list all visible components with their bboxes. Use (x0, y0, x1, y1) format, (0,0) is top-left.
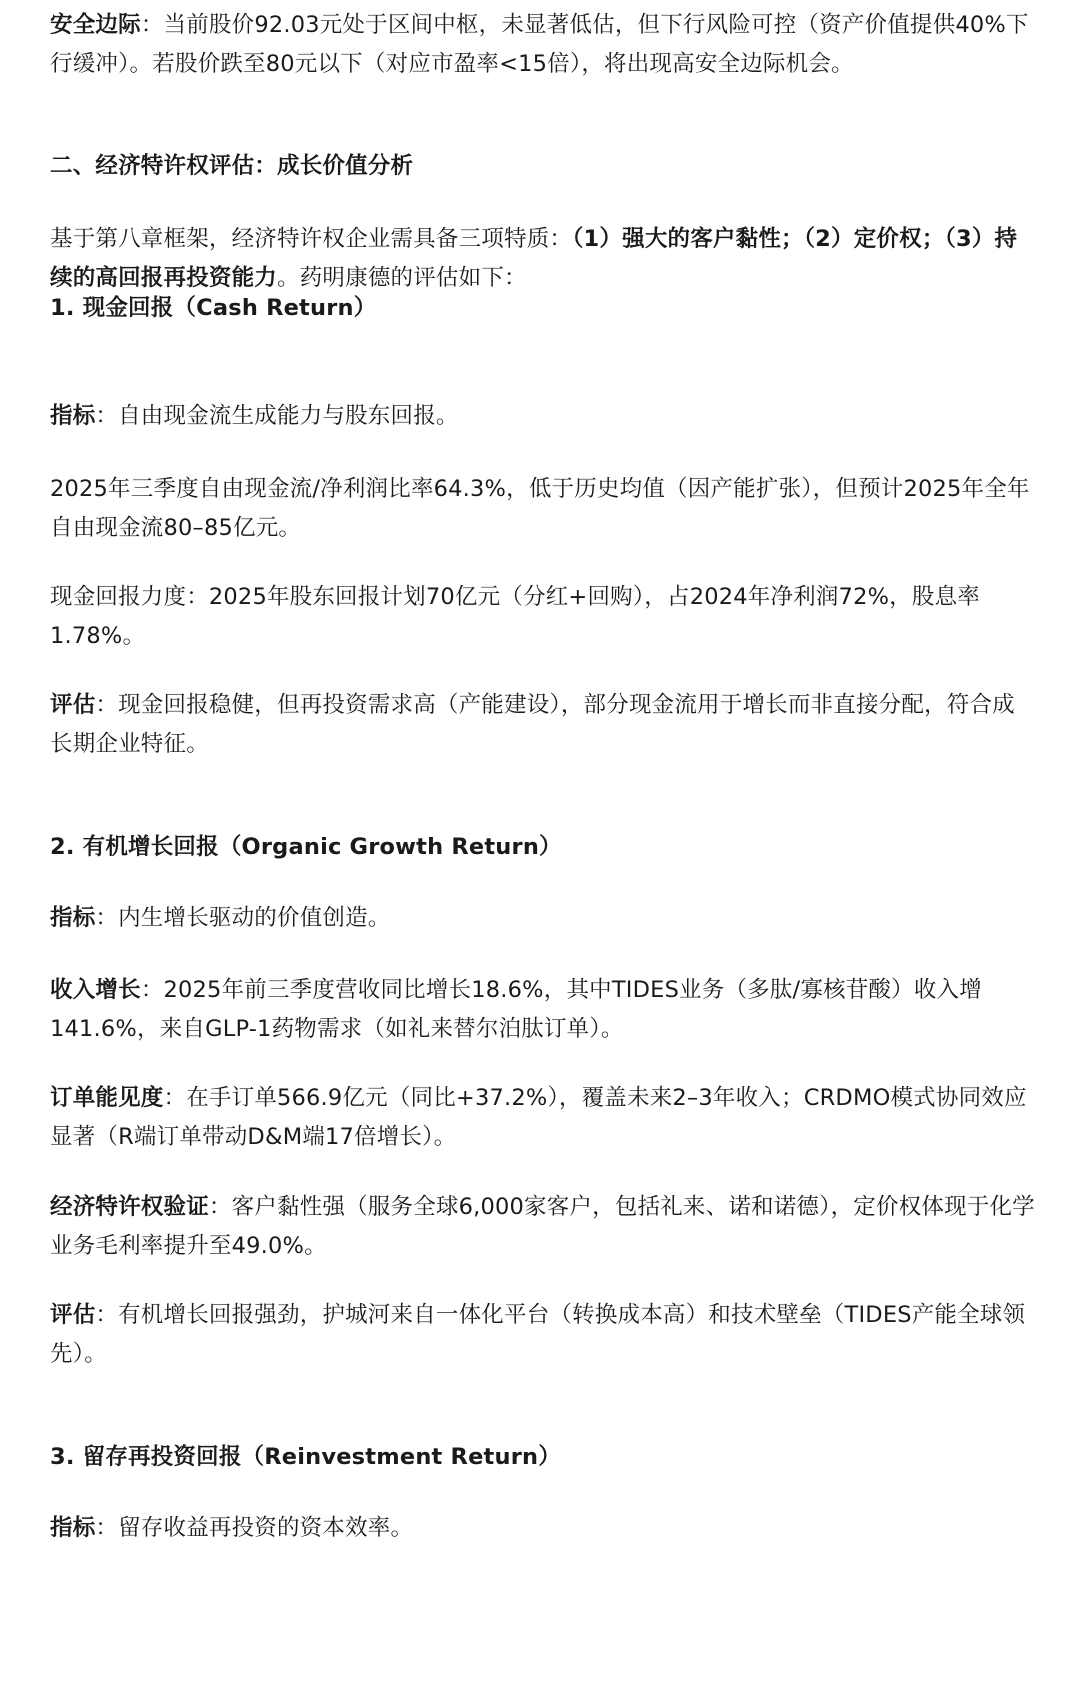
paragraph-label: 指标 (50, 905, 96, 931)
paragraph-label: 评估 (50, 692, 96, 718)
paragraph-evaluation-2 (50, 1296, 1035, 1374)
paragraph-label: 订单能见度 (50, 1085, 164, 1111)
section-heading-economic-franchise: 二、经济特许权评估：成长价值分析 (50, 153, 414, 179)
paragraph-label: 收入增长 (50, 977, 141, 1003)
subheading-cash-return: 1. 现金回报（Cash Return） (50, 295, 377, 321)
paragraph-label: 指标 (50, 403, 96, 429)
paragraph-cash-return-strength: 现金回报力度：2025年股东回报计划70亿元（分红+回购），占2024年净利润72%，股息率1.78%。 (50, 584, 980, 649)
paragraph-label: 评估 (50, 1302, 96, 1328)
paragraph-text: ：2025年前三季度营收同比增长18.6%，其中TIDES业务（多肽/寡核苷酸）收入增141.6%，来自GLP-1药物需求（如礼来替尔泊肽订单）。 (50, 977, 982, 1042)
paragraph-indicator-1 (50, 397, 1035, 436)
paragraph-franchise-verification (50, 1188, 1035, 1266)
paragraph-text: ：客户黏性强（服务全球6,000家客户，包括礼来、诺和诺德），定价权体现于化学业务毛利率提升至49.0%。 (50, 1194, 1035, 1259)
paragraph-safety-margin (50, 6, 1035, 84)
paragraph-label: 指标 (50, 1515, 96, 1541)
subheading-organic-growth-return: 2. 有机增长回报（Organic Growth Return） (50, 834, 562, 860)
paragraph-framework (50, 220, 1035, 298)
paragraph-text: ：自由现金流生成能力与股东回报。 (95, 403, 459, 429)
paragraph-text: ：当前股价92.03元处于区间中枢，未显著低估，但下行风险可控（资产价值提供40%下行缓冲）。若股价跌至80元以下（对应市盈率<15倍），将出现高安全边际机会。 (50, 12, 1029, 77)
paragraph-indicator-2 (50, 899, 1035, 938)
paragraph-text: ：在手订单566.9亿元（同比+37.2%），覆盖未来2–3年收入；CRDMO模式协同效应显著（R端订单带动D&M端17倍增长）。 (50, 1085, 1027, 1150)
paragraph-label: 经济特许权验证 (50, 1194, 209, 1220)
paragraph-order-visibility (50, 1079, 1035, 1157)
paragraph-label: 安全边际 (50, 12, 141, 38)
subheading-reinvestment-return: 3. 留存再投资回报（Reinvestment Return） (50, 1444, 561, 1470)
paragraph-bold-text: （1）强大的客户黏性；（2）定价权；（3）持续的高回报再投资能力 (50, 226, 1018, 291)
paragraph-text: 基于第八章框架，经济特许权企业需具备三项特质： (50, 226, 573, 252)
paragraph-text: 。药明康德的评估如下： (277, 265, 527, 291)
paragraph-text: ：有机增长回报强劲，护城河来自一体化平台（转换成本高）和技术壁垒（TIDES产能全球领先）。 (50, 1302, 1026, 1367)
paragraph-revenue-growth (50, 971, 1035, 1049)
paragraph-text: ：现金回报稳健，但再投资需求高（产能建设），部分现金流用于增长而非直接分配，符合成长期企业特征。 (50, 692, 1015, 757)
paragraph-free-cash-flow: 2025年三季度自由现金流/净利润比率64.3%，低于历史均值（因产能扩张），但预计2025年全年自由现金流80–85亿元。 (50, 476, 1030, 541)
paragraph-text: ：留存收益再投资的资本效率。 (95, 1515, 414, 1541)
paragraph-evaluation-1 (50, 686, 1035, 764)
paragraph-text: ：内生增长驱动的价值创造。 (95, 905, 391, 931)
paragraph-indicator-3 (50, 1509, 1035, 1548)
